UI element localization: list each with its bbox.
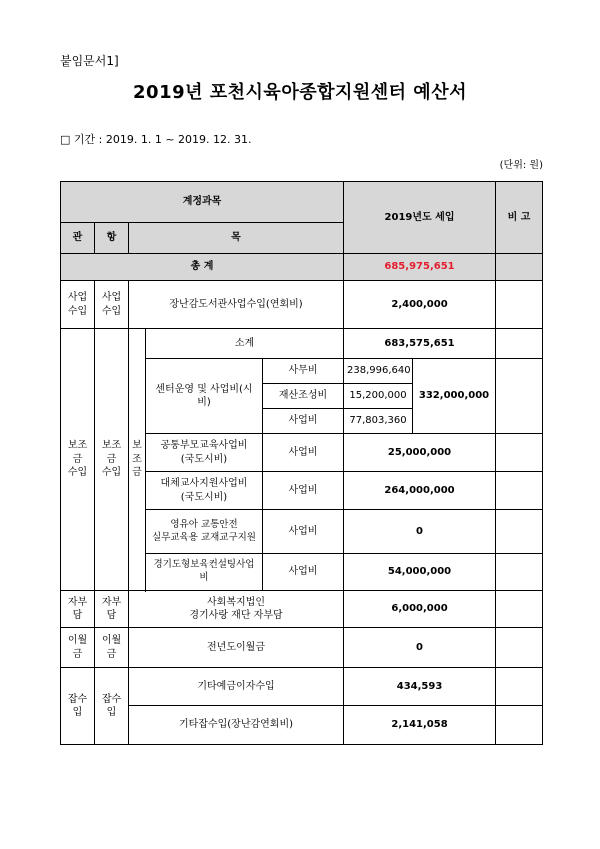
center-label: 센터운영 및 사업비(시비) [146,359,263,434]
subsidy-gwan: 보조 금 수입 [61,329,95,591]
carryover-amount: 0 [344,628,496,668]
business-mok: 장난감도서관사업수입(연회비) [129,281,344,329]
subsidy-subtotal-label: 소계 [146,329,344,359]
carryover-remarks [496,628,543,668]
misc-hang: 잡수 입 [95,668,129,745]
attachment-label: 붙임문서1] [60,54,119,68]
self-burden-remarks [496,591,543,628]
center-item-amount: 15,200,000 [344,384,413,409]
substitute-teacher-amount: 264,000,000 [344,472,496,510]
carryover-hang: 이월 금 [95,628,129,668]
self-burden-amount: 6,000,000 [344,591,496,628]
center-item-name: 재산조성비 [263,384,344,409]
header-account-subject: 계정과목 [61,182,344,223]
parent-edu-remarks [496,434,543,472]
consulting-label: 경기도형보육컨설팅사업비 [146,554,263,591]
misc-mok: 기타잡수입(장난감연회비) [129,706,344,745]
center-item-amount: 238,996,640 [344,359,413,384]
header-remarks: 비 고 [496,182,543,254]
center-item-name: 사무비 [263,359,344,384]
subsidy-subtotal-amount: 683,575,651 [344,329,496,359]
total-row [61,254,543,281]
center-item-name: 사업비 [263,409,344,434]
carryover-mok: 전년도이월금 [129,628,344,668]
header-gwan: 관 [61,223,95,254]
center-remarks [496,359,543,434]
currency-unit: (단위: 원) [499,160,543,171]
traffic-safety-label: 영유아 교통안전 실무교육용 교재교구지원 [146,510,263,554]
total-remarks [496,254,543,281]
business-remarks [496,281,543,329]
misc-gwan: 잡수 입 [61,668,95,745]
consulting-amount: 54,000,000 [344,554,496,591]
self-burden-hang: 자부 담 [95,591,129,628]
parent-edu-amount: 25,000,000 [344,434,496,472]
self-burden-gwan: 자부 담 [61,591,95,628]
business-gwan: 사업 수입 [61,281,95,329]
misc-remarks [496,668,543,706]
carryover-gwan: 이월 금 [61,628,95,668]
center-item-amount: 77,803,360 [344,409,413,434]
business-hang: 사업 수입 [95,281,129,329]
budget-period: □ 기간 : 2019. 1. 1 ~ 2019. 12. 31. [60,133,252,146]
misc-income-row-1 [61,668,543,706]
misc-income-row-2 [61,706,543,745]
header-hang: 항 [95,223,129,254]
self-burden-row [61,591,543,628]
parent-edu-label: 공통부모교육사업비 (국도시비) [146,434,263,472]
business-income-row [61,281,543,329]
misc-remarks [496,706,543,745]
subsidy-hang: 보조 금 수입 [95,329,129,591]
substitute-teacher-detail: 사업비 [263,472,344,510]
traffic-safety-detail: 사업비 [263,510,344,554]
subsidy-subtotal-row [61,329,543,359]
total-label: 총 계 [61,254,344,281]
self-burden-mok: 사회복지법인 경기사랑 재단 자부담 [129,591,344,628]
misc-amount: 2,141,058 [344,706,496,745]
subsidy-subtotal-remarks [496,329,543,359]
misc-amount: 434,593 [344,668,496,706]
subsidy-sub: 보 조 금 [129,329,146,591]
substitute-teacher-remarks [496,472,543,510]
consulting-detail: 사업비 [263,554,344,591]
substitute-teacher-label: 대체교사지원사업비 (국도시비) [146,472,263,510]
header-mok: 목 [129,223,344,254]
page-title: 2019년 포천시육아종합지원센터 예산서 [133,82,467,103]
business-amount: 2,400,000 [344,281,496,329]
traffic-safety-amount: 0 [344,510,496,554]
carryover-row [61,628,543,668]
consulting-remarks [496,554,543,591]
header-row-1 [61,182,543,223]
center-amount: 332,000,000 [413,359,496,434]
header-budget-2019: 2019년도 세입 [344,182,496,254]
total-amount: 685,975,651 [344,254,496,281]
traffic-safety-remarks [496,510,543,554]
budget-table [60,181,543,745]
misc-mok: 기타예금이자수입 [129,668,344,706]
parent-edu-detail: 사업비 [263,434,344,472]
